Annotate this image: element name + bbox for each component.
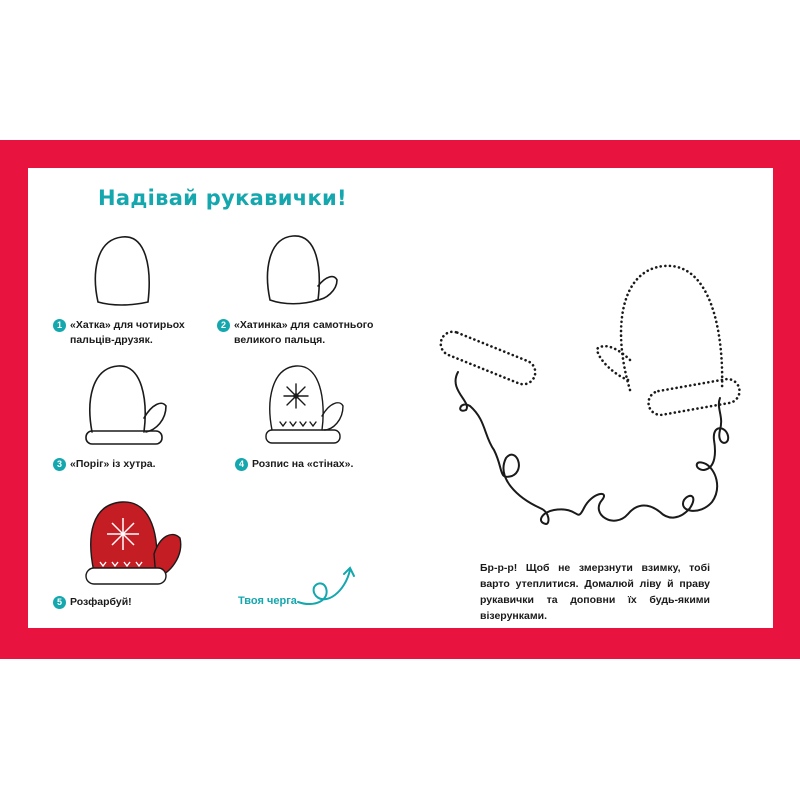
step-text: «Хатка» для чотирьох пальців-друзяк. — [70, 319, 185, 346]
step-number-badge: 5 — [53, 596, 66, 609]
dotted-mittens-icon — [437, 266, 741, 417]
step-text: Розпис на «стінах». — [252, 458, 354, 470]
step1-mitten-icon — [95, 237, 149, 305]
step-text: «Хатинка» для самотнього великого пальця. — [234, 319, 374, 346]
step3-mitten-icon — [86, 366, 166, 444]
step-text: «Поріг» із хутра. — [70, 458, 156, 470]
step-3 — [53, 457, 213, 472]
step-number-badge: 1 — [53, 319, 66, 332]
step-number-badge: 2 — [217, 319, 230, 332]
mitten-string-icon — [456, 372, 729, 524]
step-5 — [53, 595, 203, 610]
step-number-badge: 4 — [235, 458, 248, 471]
step-number-badge: 3 — [53, 458, 66, 471]
instruction-text: Бр-р-р! Щоб не змерзнути взимку, тобі варто утеплитися. Домалюй ліву й праву рукавички та доповни їх будь-якими візерунками. — [480, 562, 710, 622]
page-title: Надівай рукавички! — [98, 186, 347, 210]
step4-mitten-icon — [266, 366, 343, 443]
step-2 — [217, 318, 382, 348]
step-4 — [235, 457, 395, 472]
snowflake-icon — [284, 384, 308, 408]
your-turn-label: Твоя черга — [238, 595, 297, 607]
swirl-arrow-icon — [298, 568, 354, 604]
step-text: Розфарбуй! — [70, 596, 132, 608]
step5-colored-mitten-icon — [86, 502, 181, 584]
step-1 — [53, 318, 203, 348]
step2-mitten-icon — [268, 236, 337, 304]
